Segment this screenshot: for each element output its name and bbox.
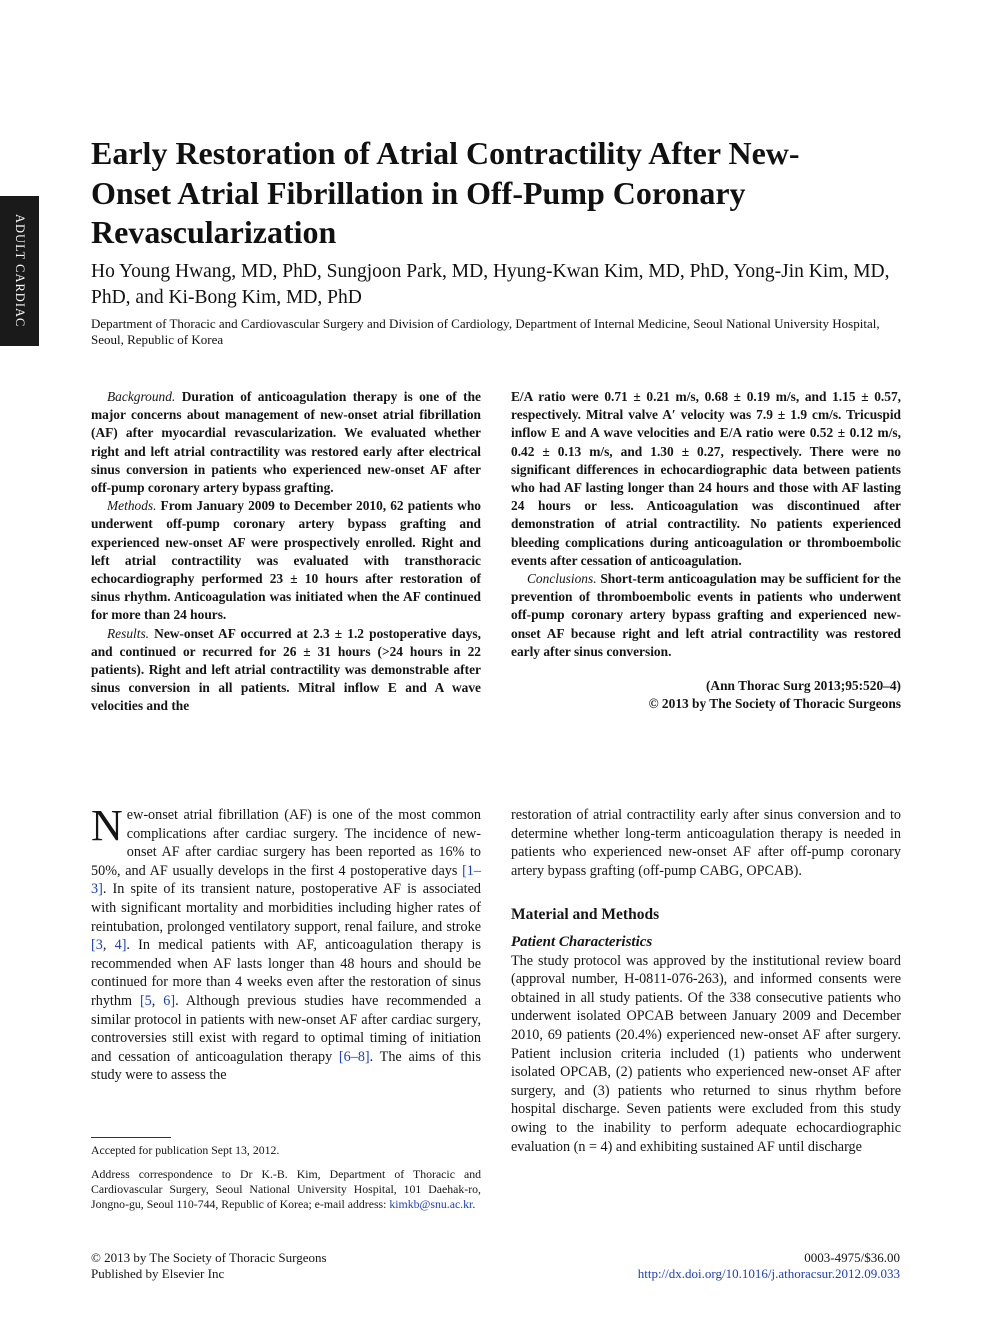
results-label: Results. xyxy=(107,625,150,641)
conclusions-label: Conclusions. xyxy=(527,571,597,587)
citation-copyright: © 2013 by The Society of Thoracic Surgeons xyxy=(648,696,901,712)
email-end: . xyxy=(472,1197,476,1211)
footer-copyright: © 2013 by The Society of Thoracic Surgeons xyxy=(91,1250,327,1265)
results-continued: E/A ratio were 0.71 ± 0.21 m/s, 0.68 ± 0.19 m/s, and 1.15 ± 0.57, respectively. Mitral valve A′ velocity was 7.9 ± 1.9 cm/s. Tricuspid inflow E and A wave velocities and E/A ratio were 0.52 ± 0.12 m/s, 0.42 ± 0.13 m/s, and 1.30 ± 0.27, respectively. There were no significant differences in echocardiographic data between patients who had AF lasting longer than 24 hours and those with AF lasting 24 hours or less. Anticoagulation was discontinued after demonstration of atrial contractility. No patients experienced bleeding complications during anticoagulation or thromboembolic events after cessation of anticoagulation. xyxy=(511,389,901,568)
reference-link[interactable]: [5 xyxy=(139,992,152,1009)
address-text: Address correspondence to Dr K.-B. Kim, Department of Thoracic and Cardiovascular Surgery, Seoul National University Hospital, 101 Daehak-ro, Jongno-gu, Seoul 110-744, Republic of Korea; e-mail address: xyxy=(91,1167,481,1211)
footer-right xyxy=(638,1250,900,1282)
abstract-methods xyxy=(91,497,481,624)
author-list: Ho Young Hwang, MD, PhD, Sungjoon Park, MD, Hyung-Kwan Kim, MD, PhD, Yong-Jin Kim, MD, PhD, and Ki-Bong Kim, MD, PhD xyxy=(91,261,890,308)
correspondence-address xyxy=(91,1167,481,1212)
reference-link[interactable]: [1–3] xyxy=(91,862,481,898)
intro-text-2: . In spite of its transient nature, postoperative AF is associated with significant mortality and morbidities including higher rates of reintubation, prolonged ventilatory support, renal failure, and stroke xyxy=(91,881,481,935)
article-title: Early Restoration of Atrial Contractility After New-Onset Atrial Fibrillation in Off-Pump Coronary Revascularization xyxy=(91,135,800,250)
subsection-heading: Patient Characteristics xyxy=(511,933,653,950)
section-tab-label: ADULT CARDIAC xyxy=(13,214,27,328)
accepted-date: Accepted for publication Sept 13, 2012. xyxy=(91,1143,280,1157)
intro-text-1: ew-onset atrial fibrillation (AF) is one of the most common complications after cardiac surgery. The incidence of new-onset AF after cardiac surgery has been reported as 16% to 50%, and AF usually develops in the first 4 postoperative days xyxy=(91,807,481,879)
methods-label: Methods. xyxy=(107,498,157,514)
footnotes xyxy=(91,1143,481,1221)
background-text: Duration of anticoagulation therapy is one of the major concerns about management of new-onset atrial fibrillation (AF) after myocardial revascularization. We evaluated whether right and left atrial contractility was restored early after electrical sinus conversion in patients who experienced new-onset AF after off-pump coronary artery bypass grafting. xyxy=(91,389,481,496)
reference-link[interactable]: [3 xyxy=(91,937,103,954)
intro-text-3: . In medical patients with AF, anticoagulation therapy is recommended when AF lasts longer than 48 hours and should be continued for more than 4 weeks even after the restoration of sinus rhythm xyxy=(91,937,481,1009)
reference-link[interactable]: 6] xyxy=(163,992,176,1009)
ref-separator: , xyxy=(102,937,115,954)
ref-separator: , xyxy=(151,992,164,1009)
body-right-column xyxy=(511,806,901,1156)
abstract-right-column xyxy=(511,388,901,713)
background-label: Background. xyxy=(107,389,176,404)
drop-cap: N xyxy=(91,801,123,850)
abstract-conclusions xyxy=(511,570,901,661)
body-left-column xyxy=(91,801,481,1085)
email-link[interactable]: kimkb@snu.ac.kr xyxy=(389,1197,473,1211)
reference-link[interactable]: 4] xyxy=(114,937,127,954)
reference-link[interactable]: [6–8] xyxy=(338,1048,370,1065)
intro-text-5: . The aims of this study were to assess the xyxy=(91,1048,481,1084)
intro-paragraph xyxy=(91,801,481,1085)
intro-continued: restoration of atrial contractility early after sinus conversion and to determine whether long-term anticoagulation therapy is needed in patients who experienced new-onset AF after off-pump coronary artery bypass grafting (off-pump CABG, OPCAB). xyxy=(511,807,901,879)
section-heading: Material and Methods xyxy=(511,906,660,924)
footer-publisher: Published by Elsevier Inc xyxy=(91,1266,225,1281)
results-text: New-onset AF occurred at 2.3 ± 1.2 postoperative days, and continued or recurred for 26 ± 31 hours (>24 hours in 22 patients). Right and left atrial contractility was demonstrable after sinus conversion in all patients. Mitral inflow E and A wave velocities and the xyxy=(91,625,481,714)
abstract-background xyxy=(91,388,481,497)
intro-text-4: . Although previous studies have recommended a similar protocol in patients with new-onset AF after cardiac surgery, controversies still exist with regard to optimal timing of initiation and cessation of anticoagulation therapy xyxy=(91,992,481,1065)
citation-block xyxy=(511,677,901,713)
footer-issn: 0003-4975/$36.00 xyxy=(804,1250,900,1265)
section-tab xyxy=(0,196,39,346)
abstract-left-column xyxy=(91,388,481,716)
abstract-results xyxy=(91,625,481,716)
citation-journal: (Ann Thorac Surg 2013;95:520–4) xyxy=(705,678,901,694)
doi-link[interactable]: http://dx.doi.org/10.1016/j.athoracsur.2012.09.033 xyxy=(637,1266,900,1281)
affiliation: Department of Thoracic and Cardiovascular Surgery and Division of Cardiology, Department of Internal Medicine, Seoul National University Hospital, Seoul, Republic of Korea xyxy=(91,316,880,347)
methods-paragraph: The study protocol was approved by the institutional review board (approval number, H-0811-076-263), and informed consents were obtained in all study patients. Of the 338 consecutive patients who underwent isolated OPCAB between January 2009 and December 2010, 69 patients (20.4%) experienced new-onset AF after surgery. Patient inclusion criteria included (1) patients who underwent isolated OPCAB, (2) patients who experienced new-onset AF after surgery, and (3) patients who returned to sinus rhythm before hospital discharge. Seven patients were excluded from this study owing to the inability to perform adequate echocardiographic evaluation (n = 4) and exhibiting sustained AF until discharge xyxy=(511,952,901,1155)
methods-text: From January 2009 to December 2010, 62 patients who underwent off-pump coronary artery bypass grafting and experienced new-onset AF were prospectively enrolled. Right and left atrial contractility was evaluated with transthoracic echocardiography performed 23 ± 10 hours after restoration of sinus rhythm. Anticoagulation was initiated when the AF continued for more than 24 hours. xyxy=(91,498,481,623)
footnote-divider xyxy=(91,1137,171,1138)
conclusions-text: Short-term anticoagulation may be sufficient for the prevention of thromboembolic events in patients who underwent off-pump coronary artery bypass grafting and experienced new-onset AF because right and left atrial contractility was restored early after sinus conversion. xyxy=(511,571,901,659)
footer-left xyxy=(91,1250,327,1282)
